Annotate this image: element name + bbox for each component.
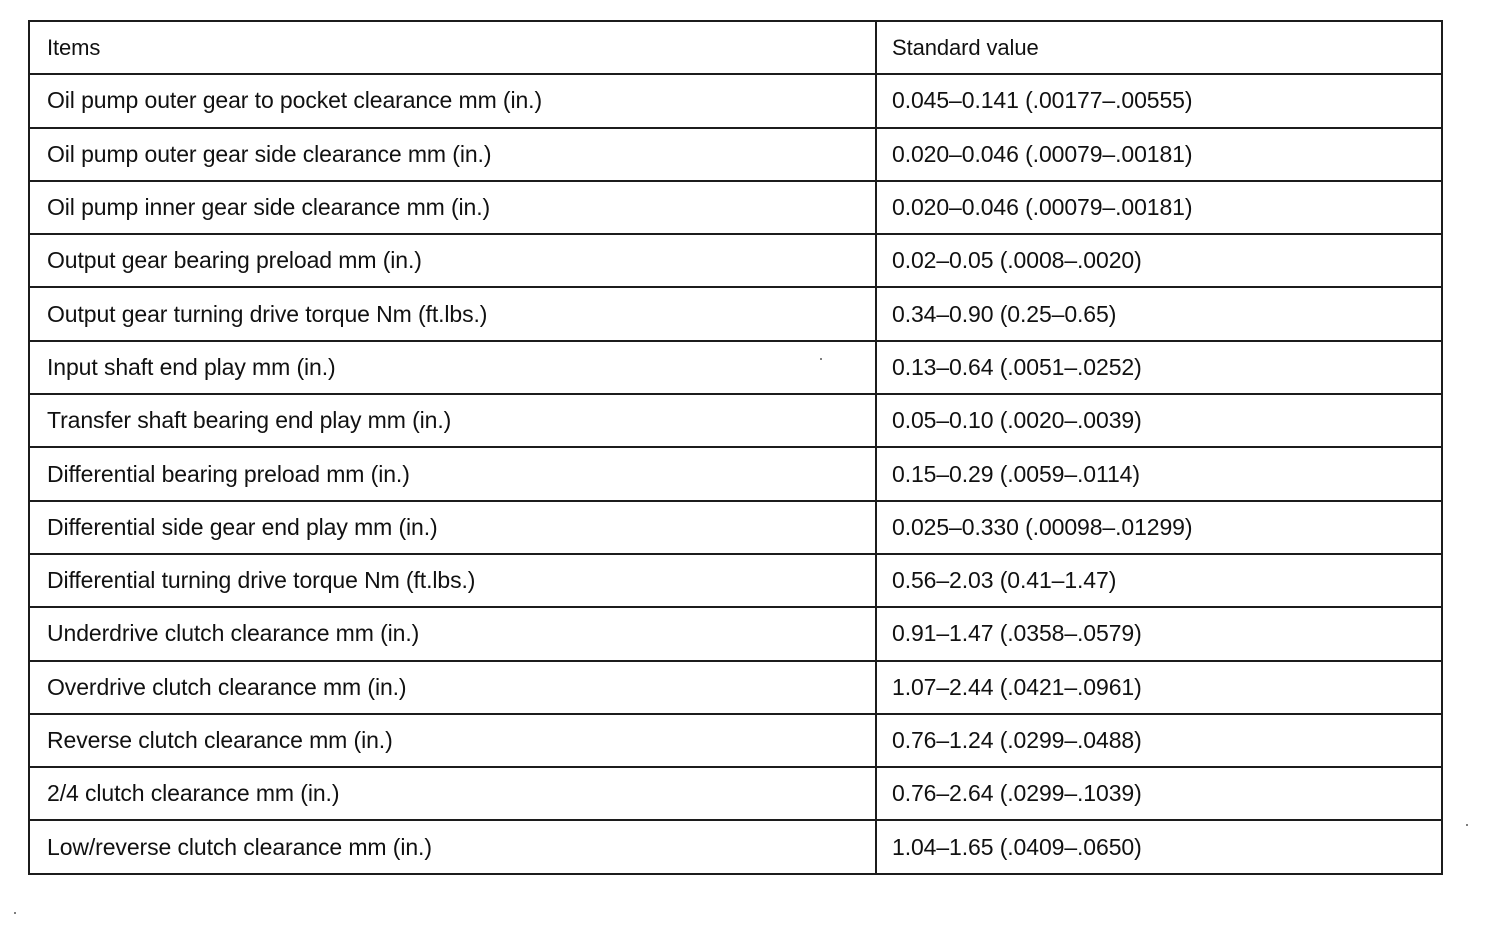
- scan-speck: [14, 912, 16, 914]
- standard-value-cell: 0.91–1.47 (.0358–.0579): [876, 607, 1442, 660]
- standard-value-cell: 0.13–0.64 (.0051–.0252): [876, 341, 1442, 394]
- standard-value-cell: 1.04–1.65 (.0409–.0650): [876, 820, 1442, 873]
- table-row: [29, 128, 1442, 181]
- standard-value-cell: 0.020–0.046 (.00079–.00181): [876, 181, 1442, 234]
- item-cell: Input shaft end play mm (in.): [29, 341, 876, 394]
- table-row: [29, 820, 1442, 873]
- table-row: [29, 341, 1442, 394]
- scan-speck: [1466, 824, 1468, 826]
- standard-value-cell: 1.07–2.44 (.0421–.0961): [876, 661, 1442, 714]
- table-row: [29, 714, 1442, 767]
- cropped-heading-fragment: [30, 0, 500, 2]
- table-row: [29, 661, 1442, 714]
- header-standard-value: Standard value: [876, 21, 1442, 74]
- standard-value-cell: 0.025–0.330 (.00098–.01299): [876, 501, 1442, 554]
- specification-table: [28, 20, 1443, 875]
- item-cell: Output gear bearing preload mm (in.): [29, 234, 876, 287]
- standard-value-cell: 0.045–0.141 (.00177–.00555): [876, 74, 1442, 127]
- item-cell: Oil pump outer gear to pocket clearance mm (in.): [29, 74, 876, 127]
- standard-value-cell: 0.020–0.046 (.00079–.00181): [876, 128, 1442, 181]
- standard-value-cell: 0.56–2.03 (0.41–1.47): [876, 554, 1442, 607]
- item-cell: Oil pump outer gear side clearance mm (in.): [29, 128, 876, 181]
- standard-value-cell: 0.02–0.05 (.0008–.0020): [876, 234, 1442, 287]
- item-cell: Differential side gear end play mm (in.): [29, 501, 876, 554]
- item-cell: Oil pump inner gear side clearance mm (in.): [29, 181, 876, 234]
- item-cell: Differential bearing preload mm (in.): [29, 447, 876, 500]
- table-row: [29, 181, 1442, 234]
- item-cell: Overdrive clutch clearance mm (in.): [29, 661, 876, 714]
- item-cell: Low/reverse clutch clearance mm (in.): [29, 820, 876, 873]
- table-header-row: [29, 21, 1442, 74]
- table-row: [29, 554, 1442, 607]
- standard-value-cell: 0.34–0.90 (0.25–0.65): [876, 287, 1442, 340]
- item-cell: Output gear turning drive torque Nm (ft.lbs.): [29, 287, 876, 340]
- scan-speck: [820, 358, 822, 360]
- table-row: [29, 74, 1442, 127]
- table-row: [29, 234, 1442, 287]
- item-cell: Differential turning drive torque Nm (ft.lbs.): [29, 554, 876, 607]
- item-cell: Transfer shaft bearing end play mm (in.): [29, 394, 876, 447]
- table-row: [29, 607, 1442, 660]
- item-cell: Underdrive clutch clearance mm (in.): [29, 607, 876, 660]
- standard-value-cell: 0.76–2.64 (.0299–.1039): [876, 767, 1442, 820]
- table-row: [29, 767, 1442, 820]
- table-row: [29, 501, 1442, 554]
- standard-value-cell: 0.15–0.29 (.0059–.0114): [876, 447, 1442, 500]
- table-row: [29, 447, 1442, 500]
- item-cell: 2/4 clutch clearance mm (in.): [29, 767, 876, 820]
- item-cell: Reverse clutch clearance mm (in.): [29, 714, 876, 767]
- standard-value-cell: 0.76–1.24 (.0299–.0488): [876, 714, 1442, 767]
- standard-value-cell: 0.05–0.10 (.0020–.0039): [876, 394, 1442, 447]
- table-row: [29, 394, 1442, 447]
- header-items: Items: [29, 21, 876, 74]
- table-row: [29, 287, 1442, 340]
